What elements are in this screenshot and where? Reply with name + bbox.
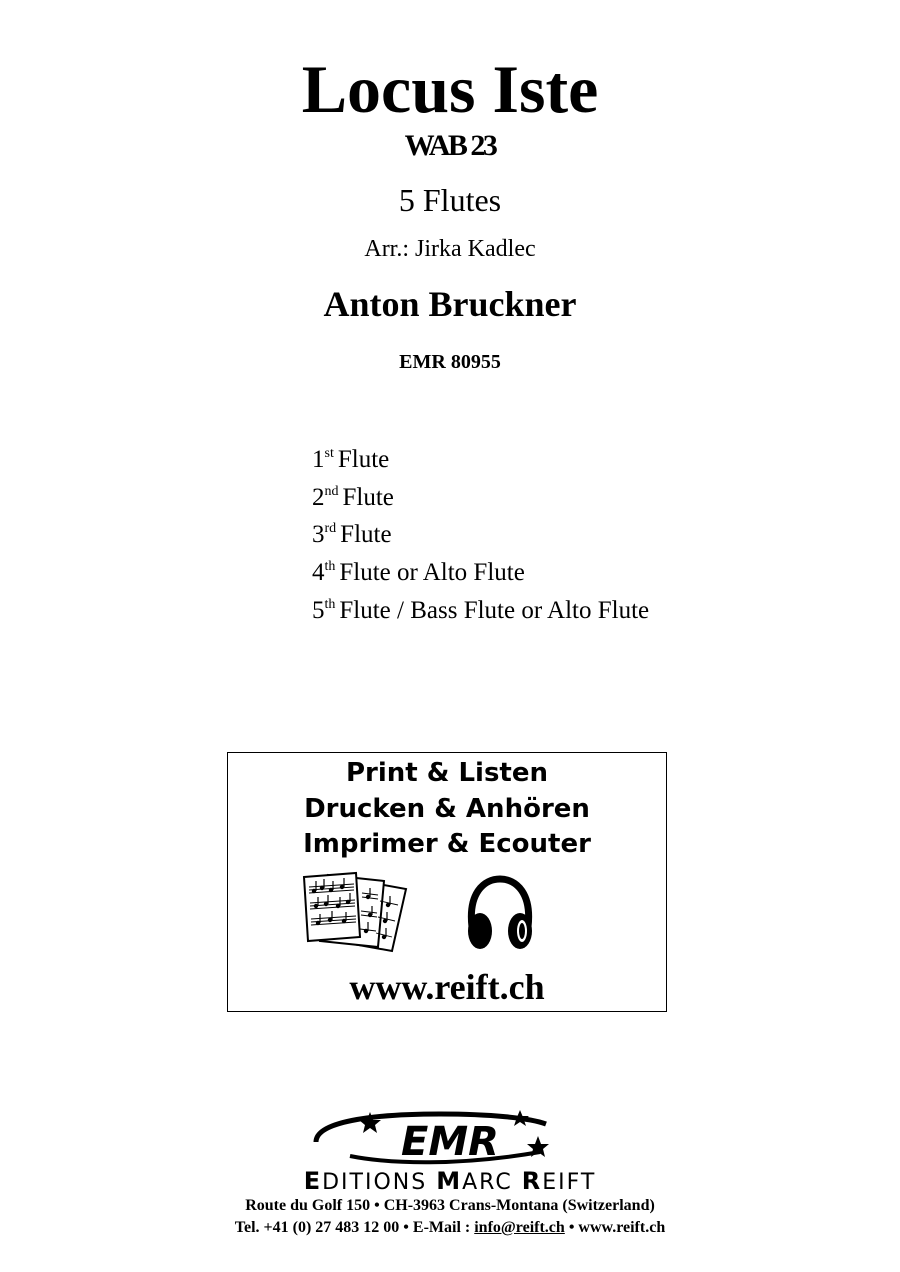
part-name: Flute [342,483,394,511]
part-ordinal: 1 [312,446,325,473]
contact-phone: Tel. +41 (0) 27 483 12 00 • E-Mail : [234,1219,475,1236]
part-ordinal-suffix: nd [324,483,339,499]
part-item [312,554,649,592]
publisher-name [0,1167,900,1197]
part-item [312,516,649,554]
part-ordinal-suffix: th [324,596,336,612]
part-ordinal: 5 [312,596,325,624]
publisher-name-initial: R [521,1167,543,1195]
composer: Anton Bruckner [323,284,577,324]
part-ordinal: 2 [312,483,325,511]
edition-number: EMR 80955 [399,351,501,373]
emr-logo [310,1108,590,1170]
headphones-icon [464,875,536,955]
part-name: Flute / Bass Flute or Alto Flute [339,596,650,624]
publisher-name-part: DITIONS [322,1170,437,1195]
part-item [312,479,649,517]
arranger: Arr.: Jirka Kadlec [364,236,536,262]
website-link[interactable]: www.reift.ch [349,967,545,1007]
publisher-address: Route du Golf 150 • CH-3963 Crans-Montana (Switzerland) [245,1197,655,1214]
part-name: Flute [337,446,390,473]
email-link[interactable]: info@reift.ch [474,1219,565,1236]
publisher-name-initial: M [436,1167,463,1195]
part-item [312,592,649,630]
page-title: Locus Iste [301,51,599,127]
part-ordinal-suffix: th [324,559,336,575]
promo-line-german: Drucken & Anhören [304,794,590,824]
part-ordinal-suffix: rd [324,521,337,537]
part-name: Flute or Alto Flute [339,559,525,587]
part-item [312,441,649,479]
print-and-listen-box [227,752,667,1012]
publisher-name-initial: E [303,1167,323,1195]
promo-line-french: Imprimer & Ecouter [303,829,591,859]
part-ordinal: 3 [312,521,325,549]
contact-website: • www.reift.ch [564,1219,666,1236]
promo-line-english: Print & Listen [345,758,549,788]
part-ordinal-suffix: st [324,446,334,461]
publisher-name-part: EIFT [542,1170,597,1195]
parts-list [312,441,649,629]
part-ordinal: 4 [312,559,325,587]
publisher-contact [0,1217,900,1239]
instrumentation: 5 Flutes [398,182,502,218]
part-name: Flute [340,521,392,549]
emr-logo-text: EMR [401,1119,499,1165]
sheet-music-icon [300,871,412,955]
catalogue-number: WAB 23 [404,129,496,162]
publisher-name-part: ARC [462,1170,522,1195]
